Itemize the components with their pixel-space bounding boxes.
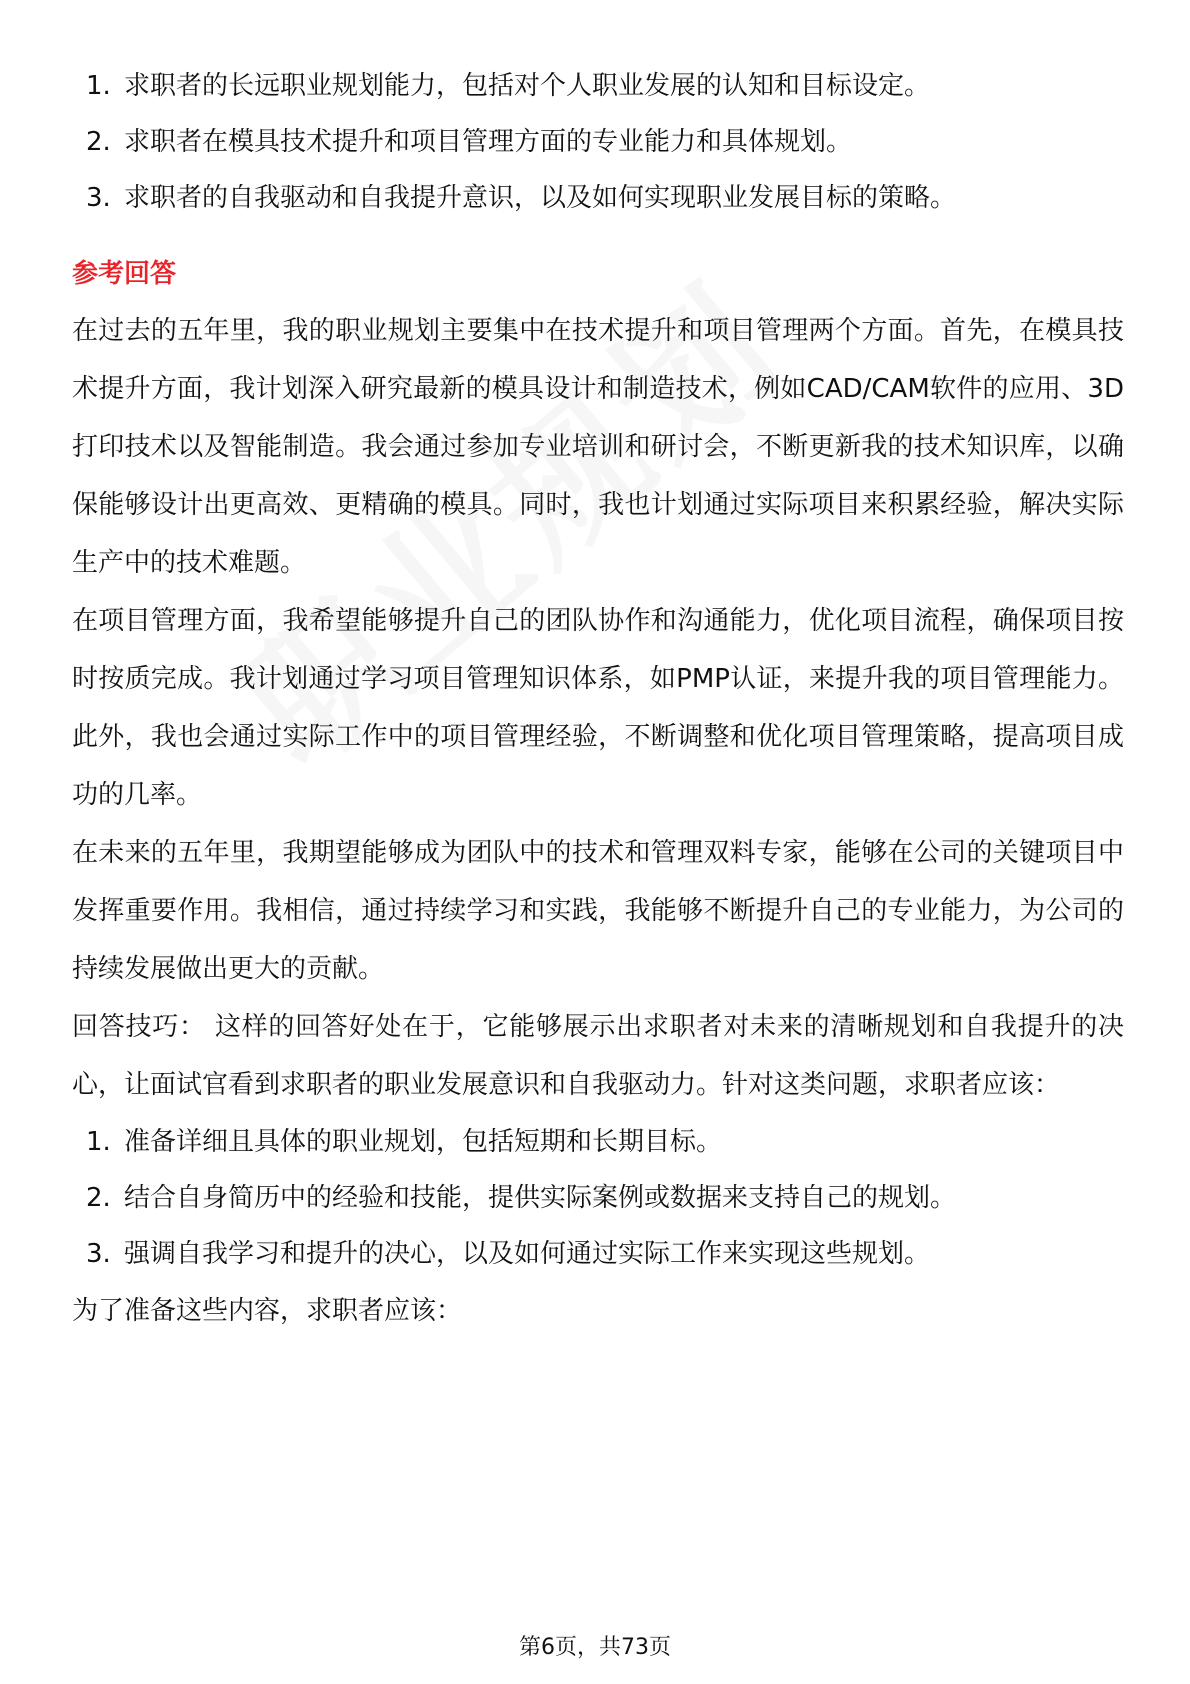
list-text: 准备详细且具体的职业规划，包括短期和长期目标。 — [124, 1127, 723, 1157]
answer-paragraph: 在项目管理方面，我希望能够提升自己的团队协作和沟通能力，优化项目流程，确保项目按时按质完成。我计划通过学习项目管理知识体系，如PMP认证，来提升我的项目管理能力。此外，我也会通过实际工作中的项目管理经验，不断调整和优化项目管理策略，提高项目成功的几率。 — [72, 606, 1124, 810]
page-number-footer: 第6页，共73页 — [519, 1635, 671, 1660]
answer-paragraph: 在过去的五年里，我的职业规划主要集中在技术提升和项目管理两个方面。首先，在模具技术提升方面，我计划深入研究最新的模具设计和制造技术，例如CAD/CAM软件的应用、3D打印技术以及智能制造。我会通过参加专业培训和研讨会，不断更新我的技术知识库，以确保能够设计出更高效、更精确的模具。同时，我也计划通过实际项目来积累经验，解决实际生产中的技术难题。 — [72, 316, 1124, 578]
answer-paragraph: 在未来的五年里，我期望能够成为团队中的技术和管理双料专家，能够在公司的关键项目中发挥重要作用。我相信，通过持续学习和实践，我能够不断提升自己的专业能力，为公司的持续发展做出更大的贡献。 — [72, 838, 1124, 984]
list-number: 3. — [86, 1239, 111, 1269]
list-item — [72, 58, 1124, 114]
tips-list — [72, 1114, 1124, 1282]
question-focus-list — [72, 58, 1124, 226]
page-content — [72, 58, 1124, 1340]
list-number: 2. — [86, 127, 111, 157]
list-number: 1. — [86, 71, 111, 101]
list-item — [72, 1226, 1124, 1282]
list-item — [72, 1170, 1124, 1226]
list-item — [72, 170, 1124, 226]
list-text: 求职者的长远职业规划能力，包括对个人职业发展的认知和目标设定。 — [124, 71, 931, 101]
list-text: 强调自我学习和提升的决心，以及如何通过实际工作来实现这些规划。 — [124, 1239, 931, 1269]
list-number: 2. — [86, 1183, 111, 1213]
list-item — [72, 1114, 1124, 1170]
list-number: 3. — [86, 183, 111, 213]
tips-paragraph: 回答技巧： 这样的回答好处在于，它能够展示出求职者对未来的清晰规划和自我提升的决心，让面试官看到求职者的职业发展意识和自我驱动力。针对这类问题，求职者应该： — [72, 1012, 1124, 1100]
answer-heading: 参考回答 — [72, 259, 177, 289]
closing-paragraph: 为了准备这些内容，求职者应该： — [72, 1296, 463, 1326]
list-number: 1. — [86, 1127, 111, 1157]
list-text: 求职者在模具技术提升和项目管理方面的专业能力和具体规划。 — [124, 127, 853, 157]
list-text: 结合自身简历中的经验和技能，提供实际案例或数据来支持自己的规划。 — [124, 1183, 957, 1213]
list-item — [72, 114, 1124, 170]
list-text: 求职者的自我驱动和自我提升意识，以及如何实现职业发展目标的策略。 — [124, 183, 957, 213]
